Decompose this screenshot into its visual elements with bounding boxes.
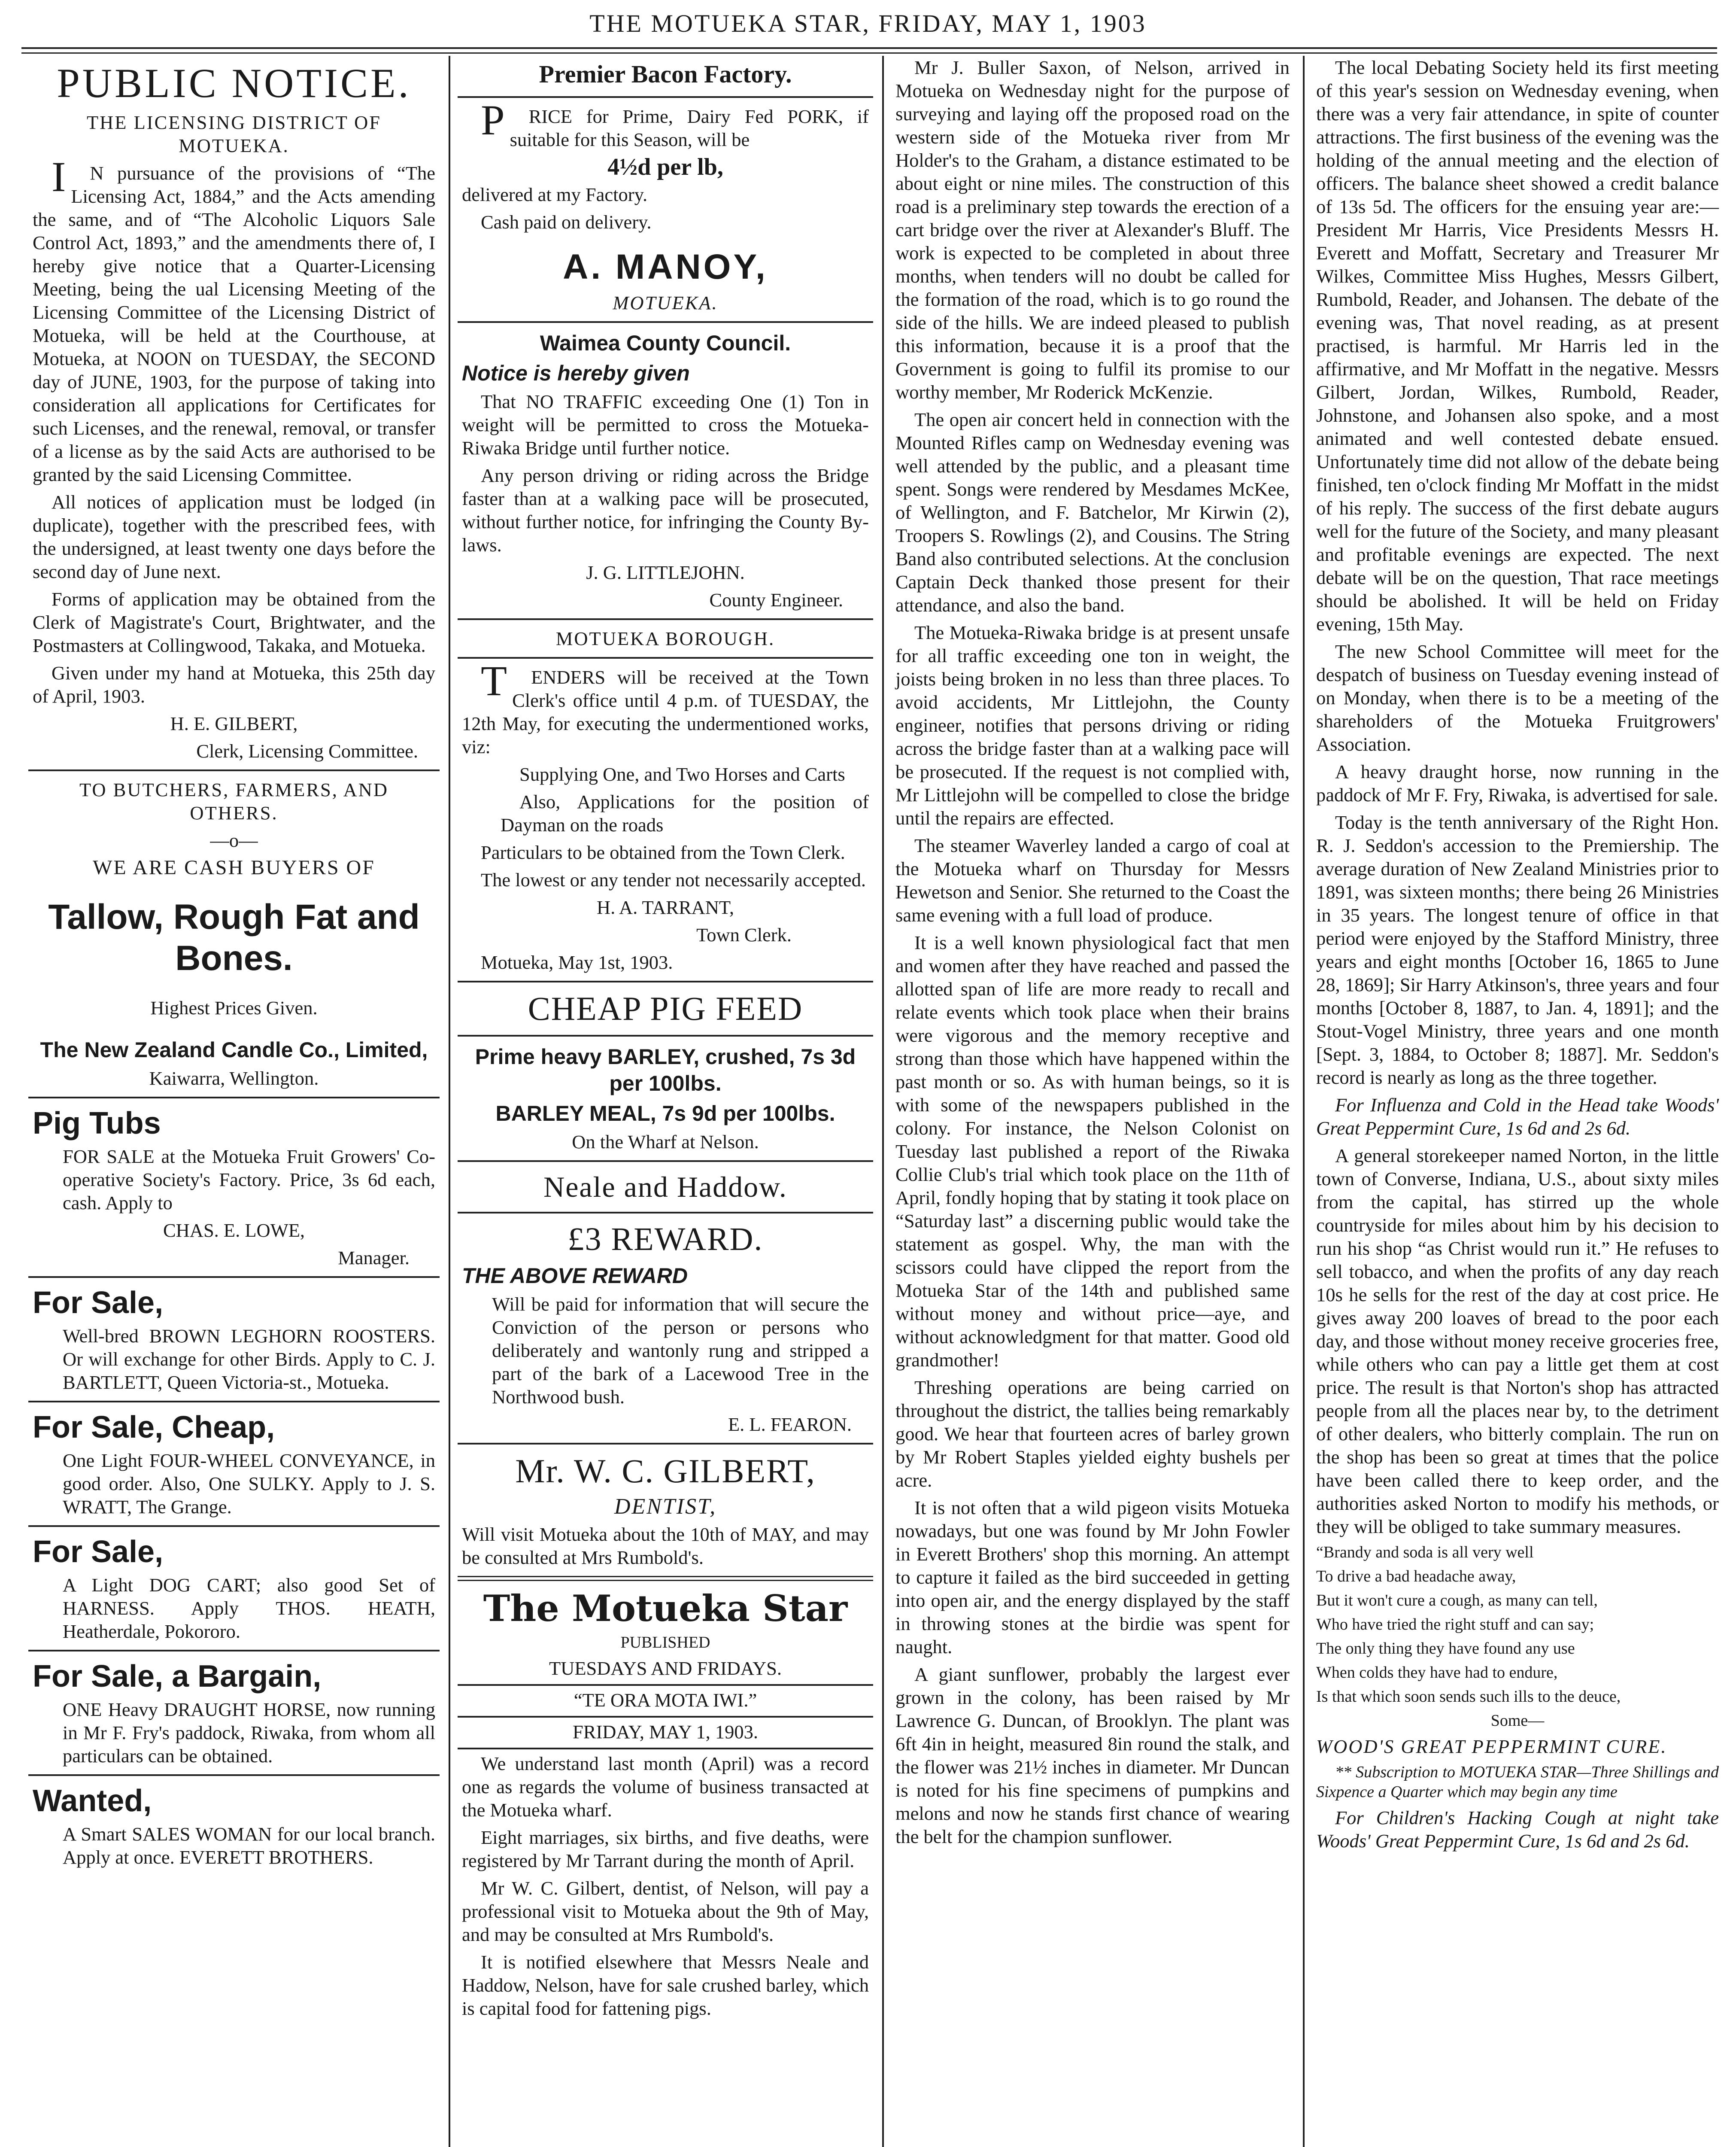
candle-company: The New Zealand Candle Co., Limited,	[40, 1038, 428, 1062]
news-paragraph: It is a well known physiological fact that men and women after they have reached and passed the allotted span of life are more ready to recall and relate events which took place when their brains were vigorous and the memory receptive and strong than those which have happened within the past month or so. As with human beings, so it is with some of the newspapers published in the colony. For instance, the Nelson Colonist on Tuesday last published a report of the Riwaka Collie Club's trial which took place on the 11th of April, fondly hoping that by stating it took place on “Saturday last” a discerning public would take the statement as gospel. Why, the man with the scissors could have clipped the report from the Motueka Star of the 14th and published same without money and without price—aye, and without acknowledgment for that matter. Good old grandmother!	[895, 932, 1290, 1371]
reward-signature: E. L. FEARON.	[728, 1414, 852, 1435]
licensing-district-heading: THE LICENSING DISTRICT OF MOTUEKA.	[86, 112, 382, 156]
council-role: County Engineer.	[709, 589, 843, 611]
butchers-heading: TO BUTCHERS, FARMERS, AND OTHERS.	[79, 779, 388, 824]
council-signature: J. G. LITTLEJOHN.	[586, 562, 745, 583]
editorial-paragraph: It is notified elsewhere that Messrs Neale and Haddow, Nelson, have for sale crushed barley, which is capital food for fattening pigs.	[462, 1951, 869, 2019]
verse-line: Is that which soon sends such ills to the deuce,	[1316, 1688, 1621, 1706]
tenders-date: Motueka, May 1st, 1903.	[481, 952, 673, 973]
divider	[458, 1748, 873, 1749]
dentist-name: Mr. W. C. GILBERT,	[515, 1452, 816, 1490]
verse-line: Who have tried the right stuff and can say;	[1316, 1615, 1594, 1633]
news-paragraph: It is not often that a wild pigeon visits Motueka nowadays, but one was found by Mr John Fowler in Everett Brothers' shop this morning. An attempt to capture it failed as the bird succeeded in getting into open air, and the energy displayed by the staff in throwing stones at the birdie was spent for naught.	[895, 1497, 1290, 1657]
news-paragraph: Mr J. Buller Saxon, of Nelson, arrived in Motueka on Wednesday night for the purpose of surveying and laying off the proposed road on the western side of the Motueka river from Mr Holder's to the Graham, a distance estimated to be about eight or nine miles. The construction of this road is a preliminary step towards the erection of a cart bridge over the river at Alexander's Bluff. The work is expected to be completed in about three months, when tenders will no doubt be called for the formation of the road, which is to go round the side of the hills. We are indeed pleased to publish this information, because it is a proof that the Government is going to fulfil its promise to our worthy member, Mr Roderick McKenzie.	[895, 57, 1290, 403]
divider	[458, 1160, 873, 1162]
tenders-item: Also, Applications for the position of Dayman on the roads	[501, 791, 869, 836]
editorial-paragraph: Eight marriages, six births, and five deaths, were registered by Mr Tarrant during the month of April.	[462, 1827, 869, 1871]
council-title: Waimea County Council.	[540, 331, 791, 355]
paper-name: The Motueka Star	[483, 1587, 848, 1630]
tenders-signature: H. A. TARRANT,	[597, 897, 734, 918]
divider	[458, 96, 873, 98]
public-notice-title: PUBLIC NOTICE.	[57, 60, 411, 106]
news-paragraph: The open air concert held in connection with the Mounted Rifles camp on Wednesday evening was well attended by the public, and a pleasant time spent. Songs were rendered by Mesdames McKee, of Wellington, and F. Batchelor, Mr Kirwin (2), Troopers S. Rowlings (2), and Cousins. The String Band also contributed selections. At the conclusion Captain Deck thanked those present for their attendance, and also the band.	[895, 409, 1290, 616]
tenders-role: Town Clerk.	[696, 924, 792, 946]
news-paragraph: The Motueka-Riwaka bridge is at present unsafe for all traffic exceeding one ton in weight, the joists being broken in no less than three places. To avoid accidents, Mr Littlejohn, the County engineer, notifies that persons driving or riding across the bridge faster than at a walking pace will be prosecuted. If the request is not complied with, Mr Littlejohn will be compelled to close the bridge until the repairs are effected.	[895, 622, 1290, 829]
bacon-factory-title: Premier Bacon Factory.	[539, 60, 792, 88]
divider	[28, 1401, 440, 1402]
divider	[28, 1276, 440, 1278]
highest-prices: Highest Prices Given.	[150, 997, 318, 1019]
divider	[458, 1716, 873, 1718]
news-paragraph: Today is the tenth anniversary of the Right Hon. R. J. Seddon's accession to the Premiership. The average duration of New Zealand Ministries prior to 1891, was sixteen months; there being 26 Ministries in 35 years. The longest tenure of office in that period were enjoyed by the Stafford Ministry, three years and eight months [October 16, 1865 to June 28, 1869]; Sir Harry Atkinson's, three years and four months [October 8, 1887, to Jan. 4, 1891]; and the Stout-Vogel Ministry, three years and one month [Sept. 3, 1884, to October 8; 1887]. Mr. Seddon's record is nearly as long as the three together.	[1316, 812, 1719, 1088]
news-paragraph: A giant sunflower, probably the largest ever grown in the colony, has been raised by Mr Lawrence G. Duncan, of Brooklyn. The plant was 6ft 4in in height, measured 8in round the stalk, and the flower was 21½ inches in diameter. Mr Duncan is noted for his fine specimens of pumpkins and melons and now he stands first chance of wearing the belt for the champion sunflower.	[895, 1663, 1290, 1847]
dentist-title: DENTIST,	[614, 1494, 717, 1519]
column-divider	[1303, 56, 1305, 2147]
editorial-paragraph: We understand last month (April) was a record one as regards the volume of business transacted at the Motueka wharf.	[462, 1753, 869, 1821]
council-body: Any person driving or riding across the Bridge faster than at a walking pace will be prosecuted, without further notice, for infringing the County By-laws.	[462, 465, 869, 556]
news-paragraph: Threshing operations are being carried on throughout the district, the tallies being remarkably good. We hear that fourteen acres of barley grown by Mr Robert Staples yielded eighty bushels per acre.	[895, 1377, 1290, 1491]
pig-feed-line: BARLEY MEAL, 7s 9d per 100lbs.	[495, 1101, 835, 1125]
column-divider	[449, 56, 450, 2147]
column-2	[451, 56, 880, 2147]
editorial-paragraph: Mr W. C. Gilbert, dentist, of Nelson, will pay a professional visit to Motueka about the 9th of May, and may be consulted at Mrs Rumbold's.	[462, 1877, 869, 1945]
manoy-location: MOTUEKA.	[613, 292, 718, 313]
notice-heading: Notice is hereby given	[462, 361, 690, 385]
divider	[458, 618, 873, 620]
tenders-body: TENDERS will be received at the Town Clerk's office until 4 p.m. of TUESDAY, the 12th May, for executing the undermentioned works, viz:	[462, 657, 869, 757]
dentist-body: Will visit Motueka about the 10th of MAY, and may be consulted at Mrs Rumbold's.	[462, 1524, 869, 1568]
tenders-particulars: Particulars to be obtained from the Town Clerk.	[481, 842, 845, 863]
notice-paragraph: Given under my hand at Motueka, this 25th day of April, 1903.	[33, 662, 435, 707]
bacon-body: PRICE for Prime, Dairy Fed PORK, if suitable for this Season, will be	[481, 96, 869, 150]
for-sale-title: For Sale,	[33, 1535, 164, 1569]
for-sale-body: Well-bred BROWN LEGHORN ROOSTERS. Or will exchange for other Birds. Apply to C. J. BARTLETT, Queen Victoria-st., Motueka.	[63, 1325, 435, 1393]
pig-tubs-role: Manager.	[338, 1247, 410, 1268]
wanted-title: Wanted,	[33, 1784, 152, 1818]
paper-published: PUBLISHED	[620, 1633, 710, 1651]
manoy-name: A. MANOY,	[563, 247, 768, 286]
reward-title: £3 REWARD.	[568, 1221, 763, 1257]
pig-tubs-name: CHAS. E. LOWE,	[163, 1219, 305, 1241]
divider	[28, 1525, 440, 1527]
divider	[458, 657, 873, 659]
masthead-rule	[21, 47, 1717, 54]
for-sale-title: For Sale, Cheap,	[33, 1410, 275, 1445]
divider-ornament: —o—	[210, 830, 258, 851]
borough-title: MOTUEKA BOROUGH.	[555, 628, 775, 649]
column-4	[1305, 56, 1730, 2147]
woods-cure-name: WOOD'S GREAT PEPPERMINT CURE.	[1316, 1736, 1667, 1757]
divider	[28, 1097, 440, 1098]
verse-line: The only thing they have found any use	[1316, 1639, 1575, 1657]
pig-tubs-body: FOR SALE at the Motueka Fruit Growers' Co-operative Society's Factory. Price, 3s 6d each, cash. Apply to	[63, 1146, 435, 1213]
tallow-heading: Tallow, Rough Fat and Bones.	[48, 897, 420, 978]
for-sale-body: One Light FOUR-WHEEL CONVEYANCE, in good order. Also, One SULKY. Apply to J. S. WRATT, The Grange.	[63, 1450, 435, 1517]
divider	[28, 1650, 440, 1651]
divider	[458, 981, 873, 982]
for-sale-title: For Sale, a Bargain,	[33, 1659, 322, 1694]
divider	[458, 1212, 873, 1213]
divider	[28, 769, 440, 771]
bacon-delivered: delivered at my Factory.	[462, 184, 648, 205]
pig-feed-line: Prime heavy BARLEY, crushed, 7s 3d per 100lbs.	[475, 1045, 856, 1095]
pig-tubs-title: Pig Tubs	[33, 1106, 161, 1140]
wanted-body: A Smart SALES WOMAN for our local branch. Apply at once. EVERETT BROTHERS.	[63, 1823, 435, 1868]
woods-advert: For Influenza and Cold in the Head take Woods' Great Peppermint Cure, 1s 6d and 2s 6d.	[1316, 1094, 1719, 1139]
verse-line: Some—	[1490, 1712, 1545, 1730]
cash-buyers-line: WE ARE CASH BUYERS OF	[93, 856, 375, 879]
column-3	[884, 56, 1301, 2147]
subscription-note: ** Subscription to MOTUEKA STAR—Three Shillings and Sixpence a Quarter which may begin any time	[1316, 1763, 1719, 1801]
news-paragraph: A general storekeeper named Norton, in the little town of Converse, Indiana, U.S., about sixty miles from the capital, has stirred up the whole countryside for miles about him by his decision to run his shop “as Christ would run it.” He refuses to sell tobacco, and when the profits of any day reach 10s he sells for the rest of the day at cost price. He gives away 200 loaves of bread to the poor each day, and those without money receive groceries free, while others who can pay a little get them at cost price. The result is that Norton's shop has attracted people from all the places near by, to the detriment of other dealers, who bitterly complain. The run on the shop has been so great at times that the police have been called there to keep order, and the authorities asked Norton to modify his methods, or they will be obliged to take summary measures.	[1316, 1145, 1719, 1537]
column-1	[21, 56, 446, 2147]
candle-location: Kaiwarra, Wellington.	[149, 1067, 319, 1089]
news-paragraph: The local Debating Society held its first meeting of this year's session on Wednesday evening, when there was a very fair attendance, in spite of counter attractions. The first business of the evening was the holding of the annual meeting and the election of officers. The balance sheet showed a credit balance of 13s 5d. The officers for the ensuing year are:—President Mr Harris, Vice Presidents Messrs H. Everett and Moffatt, Secretary and Treasurer Mr Wilkes, Committee Miss Hughes, Messrs Gilbert, Rumbold, Reader, and Johansen. The debate of the evening was, That novel reading, as at present practised, is harmful. Mr Harris led in the affirmative, and Mr Moffatt in the negative. Messrs Gilbert, Jordan, Wilkes, Rumbold, Reader, Johnstone, and Johansen also spoke, and a most animated and well contested debate ensued. Unfortunately time did not allow of the debate being finished, ten o'clock finding Mr Moffatt in the midst of his reply. The success of the first debate augurs well for the future of the Society, and many pleasant and profitable evenings are expected. The next debate will be on the question, That race meetings should be abolished. It will be held on Friday evening, 15th May.	[1316, 57, 1719, 635]
neale-haddow: Neale and Haddow.	[543, 1171, 787, 1203]
woods-advert: For Children's Hacking Cough at night take Woods' Great Peppermint Cure, 1s 6d and 2s 6d.	[1316, 1807, 1719, 1852]
paper-motto: “TE ORA MOTA IWI.”	[574, 1689, 757, 1711]
pig-feed-wharf: On the Wharf at Nelson.	[572, 1131, 759, 1153]
divider	[458, 321, 873, 323]
divider	[458, 1035, 873, 1037]
verse-line: “Brandy and soda is all very well	[1316, 1543, 1534, 1561]
verse-line: When colds they have had to endure,	[1316, 1663, 1558, 1682]
paper-days: TUESDAYS AND FRIDAYS.	[549, 1657, 782, 1679]
news-paragraph: The steamer Waverley landed a cargo of coal at the Motueka wharf on Thursday for Messrs Hewetson and Senior. She returned to the Coast the same evening with a full load of produce.	[895, 835, 1290, 926]
divider	[28, 1774, 440, 1776]
verse-line: But it won't cure a cough, as many can tell,	[1316, 1591, 1598, 1609]
for-sale-body: ONE Heavy DRAUGHT HORSE, now running in Mr F. Fry's paddock, Riwaka, from whom all particulars can be obtained.	[63, 1699, 435, 1767]
bacon-price: 4½d per lb,	[607, 154, 723, 180]
bacon-cash: Cash paid on delivery.	[481, 211, 652, 233]
notice-paragraph: Forms of application may be obtained from the Clerk of Magistrate's Court, Brightwater, and the Postmasters at Collingwood, Takaka, and Motueka.	[33, 588, 435, 656]
news-paragraph: A heavy draught horse, now running in the paddock of Mr F. Fry, Riwaka, is advertised for sale.	[1316, 761, 1719, 806]
news-paragraph: The new School Committee will meet for the despatch of business on Tuesday evening instead of on Monday, when there is to be a meeting of the shareholders of the Motueka Fruitgrowers' Association.	[1316, 641, 1719, 755]
notice-paragraph: All notices of application must be lodged (in duplicate), together with the prescribed fees, with the undersigned, at least twenty one days before the second day of June next.	[33, 491, 435, 582]
reward-body: Will be paid for information that will secure the Conviction of the person or persons who deliberately and wantonly rung and stripped a part of the bark of a Lacewood Tree in the Northwood bush.	[492, 1293, 869, 1408]
notice-signature-name: H. E. GILBERT,	[170, 713, 298, 734]
tenders-lowest: The lowest or any tender not necessarily accepted.	[481, 869, 866, 891]
notice-paragraph: IN pursuance of the provisions of “The Licensing Act, 1884,” and the Acts amending the same, and of “The Alcoholic Liquors Sale Control Act, 1893,” and the amendments there of, I hereby give notice that a Quarter-Licensing Meeting, being the ual Licensing Meeting of the Licensing Committee of the Licensing District of Motueka, will be held at the Courthouse, at Motueka, at NOON on TUESDAY, the SECOND day of JUNE, 1903, for the purpose of taking into consideration all applications for Certificates for such Licenses, and the renewal, removal, or transfer of a license as by the said Acts are authorised to be granted by the said Licensing Committee.	[33, 153, 435, 485]
pig-feed-title: CHEAP PIG FEED	[528, 990, 803, 1027]
paper-date: FRIDAY, MAY 1, 1903.	[573, 1721, 758, 1743]
council-body: That NO TRAFFIC exceeding One (1) Ton in weight will be permitted to cross the Motueka-Riwaka Bridge until further notice.	[462, 391, 869, 459]
verse-line: To drive a bad headache away,	[1316, 1567, 1516, 1585]
for-sale-body: A Light DOG CART; also good Set of HARNESS. Apply THOS. HEATH, Heatherdale, Pokororo.	[63, 1574, 435, 1642]
masthead: THE MOTUEKA STAR, FRIDAY, MAY 1, 1903	[589, 9, 1147, 37]
divider	[458, 1576, 873, 1581]
column-divider	[882, 56, 884, 2147]
for-sale-title: For Sale,	[33, 1286, 164, 1320]
reward-subtitle: THE ABOVE REWARD	[462, 1264, 688, 1288]
tenders-item: Supplying One, and Two Horses and Carts	[519, 763, 845, 785]
divider	[458, 1443, 873, 1445]
divider	[458, 1684, 873, 1686]
notice-signature-title: Clerk, Licensing Committee.	[196, 740, 418, 762]
